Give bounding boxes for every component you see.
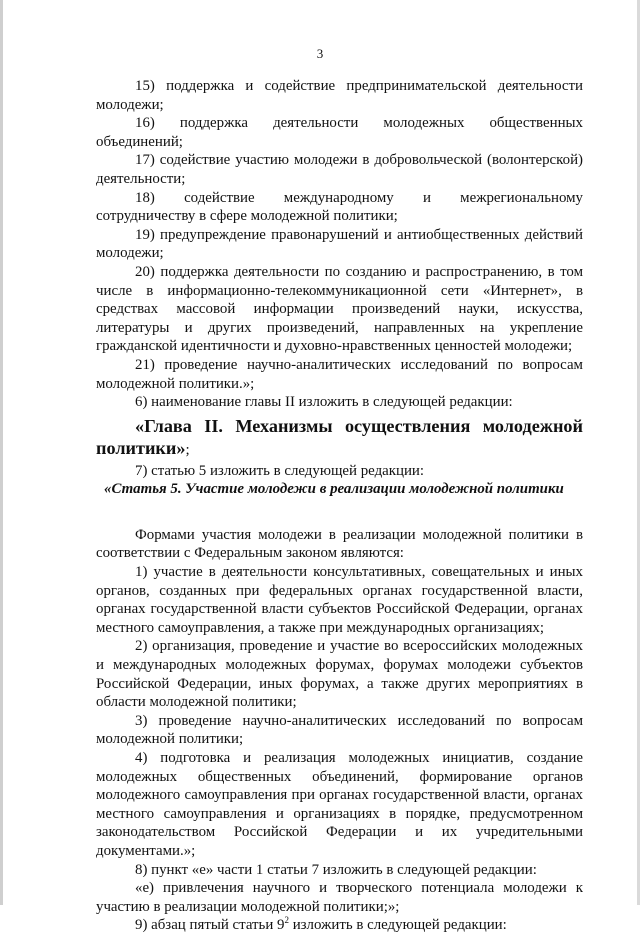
item9-superscript: 2 <box>284 915 289 926</box>
chapter-title: «Глава II. Механизмы осуществления молодежной политики» <box>96 415 583 458</box>
chapter-heading <box>96 415 583 461</box>
paragraph-15: 15) поддержка и содействие предпринимательской деятельности молодежи; <box>96 78 583 113</box>
paragraph-16: 16) поддержка деятельности молодежных общественных объединений; <box>96 115 583 150</box>
chapter-semicolon: ; <box>185 441 190 458</box>
item9-text-end: изложить в следующей редакции: <box>288 917 507 934</box>
paragraph-18: 18) содействие международному и межрегиональному сотрудничеству в сфере молодежной политики; <box>96 189 583 225</box>
amendment-item-8: 8) пункт «е» части 1 статьи 7 изложить в следующей редакции: <box>135 861 537 878</box>
paragraph-21: 21) проведение научно-аналитических исследований по вопросам молодежной политики.»; <box>96 356 583 392</box>
page-number: 3 <box>316 46 324 61</box>
paragraph-20: 20) поддержка деятельности по созданию и распространению, в том числе в информационно-телекоммуникационной сети «Интернет», в средствах массовой информации произведений науки, искусства, литературы и других произведений, направленных на укрепление гражданской идентичности и духовно-нравственных ценностей молодежи; <box>96 263 583 355</box>
forms-intro: Формами участия молодежи в реализации молодежной политики в соответствии с Федеральным законом являются: <box>96 526 583 562</box>
amendment-item-9 <box>96 916 583 935</box>
form-3: 3) проведение научно-аналитических исследований по вопросам молодежной политики; <box>96 712 583 748</box>
article-heading: «Статья 5. Участие молодежи в реализации молодежной политики <box>104 481 564 498</box>
form-2: 2) организация, проведение и участие во всероссийских молодежных и международных молодежных форумах, форумах молодежи субъектов Российской Федерации, иных форумах, а также других мероприятиях в области молодежной политики; <box>96 638 583 711</box>
form-1: 1) участие в деятельности консультативных, совещательных и иных органов, созданных при федеральных органах государственной власти, органах государственной власти субъектов Российской Федерации, органах местного самоуправления, а также при международных организациях; <box>96 564 583 636</box>
paragraph-17: 17) содействие участию молодежи в добровольческой (волонтерской) деятельности; <box>96 152 583 187</box>
document-body <box>96 77 583 935</box>
amendment-item-8e: «е) привлечения научного и творческого потенциала молодежи к участию в реализации молодежной политики;»; <box>96 880 583 915</box>
amendment-item-6: 6) наименование главы II изложить в следующей редакции: <box>135 394 513 411</box>
paragraph-19: 19) предупреждение правонарушений и антиобщественных действий молодежи; <box>96 226 583 262</box>
item9-text: 9) абзац пятый статьи 9 <box>135 917 285 934</box>
amendment-item-7: 7) статью 5 изложить в следующей редакции: <box>135 462 425 479</box>
form-4: 4) подготовка и реализация молодежных инициатив, создание молодежных общественных объединений, формирование органов молодежного самоуправления при органах государственной власти, органах местного самоуправления и организациях в порядке, предусмотренном законодательством Российской Федерации и их учредительными документами.»; <box>96 750 583 859</box>
scan-edge-left <box>0 0 3 905</box>
